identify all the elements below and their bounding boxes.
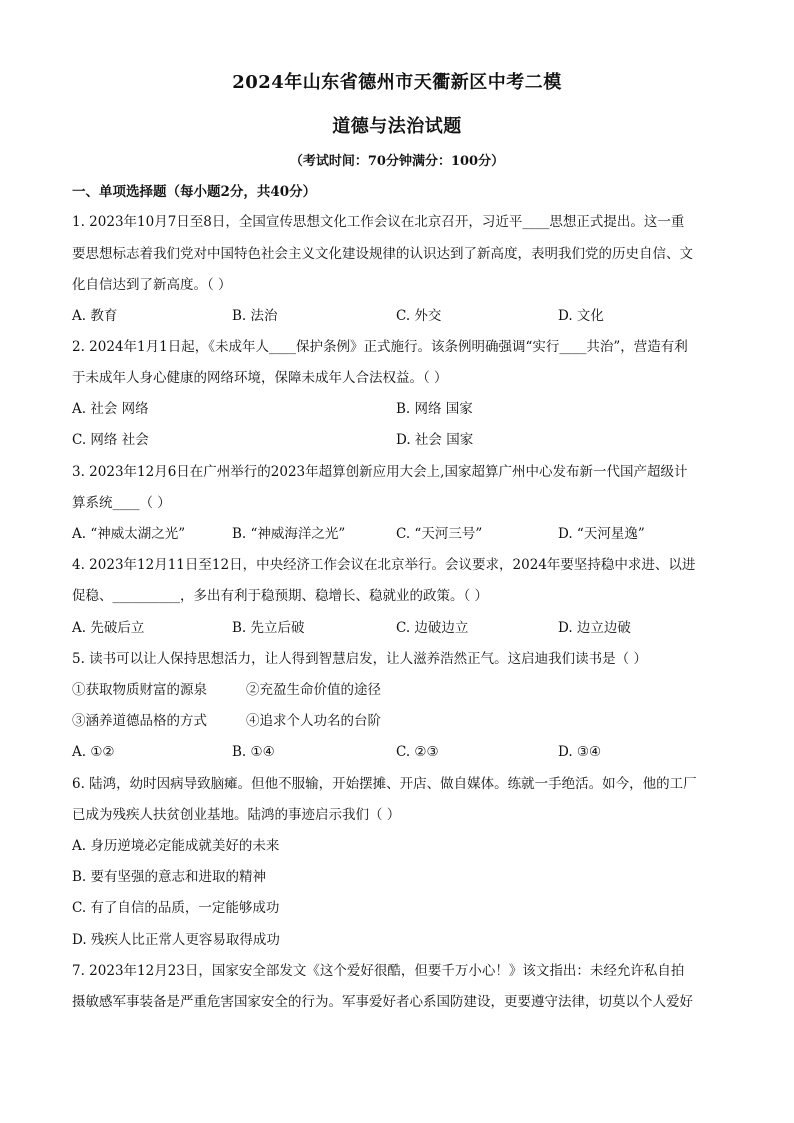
q3-line-2: 算系统____（ ） <box>72 495 171 511</box>
q5-option-a: A. ①② <box>72 744 115 760</box>
q6-option-d: D. 残疾人比正常人更容易取得成功 <box>72 932 280 948</box>
q5-option-d: D. ③④ <box>558 744 602 760</box>
q1-line-2: 要思想标志着我们党对中国特色社会主义文化建设规律的认识达到了新高度，表明我们党的历史自信、文 <box>72 246 693 262</box>
q7-line-2: 摄敏感军事装备是严重危害国家安全的行为。军事爱好者心系国防建设，更要遵守法律，切莫以个人爱好 <box>72 994 693 1010</box>
q1-option-d: D. 文化 <box>558 308 604 324</box>
q1-option-b: B. 法治 <box>232 308 278 324</box>
q2-option-c: C. 网络 社会 <box>72 432 149 448</box>
q2-option-d: D. 社会 国家 <box>396 432 474 448</box>
q5-line-1: 5. 读书可以让人保持思想活力，让人得到智慧启发，让人滋养浩然正气。这启迪我们读书是（ ） <box>72 651 647 667</box>
q6-option-b: B. 要有坚强的意志和进取的精神 <box>72 869 267 885</box>
q2-line-2: 于未成年人身心健康的网络环境，保障未成年人合法权益。（ ） <box>72 370 448 386</box>
q4-option-a: A. 先破后立 <box>72 620 145 636</box>
q6-option-c: C. 有了自信的品质，一定能够成功 <box>72 900 280 916</box>
q7-line-1: 7. 2023年12月23日，国家安全部发文《这个爱好很酷，但要千万小心！》该文指出：未经允许私自拍 <box>72 963 685 979</box>
q4-line-2: 促稳、__________，多出有利于稳预期、稳增长、稳就业的政策。（ ） <box>72 588 489 604</box>
q1-line-3: 化自信达到了新高度。（ ） <box>72 277 232 293</box>
exam-info: （考试时间：70分钟满分：100分） <box>289 154 505 169</box>
q1-option-a: A. 教育 <box>72 308 118 324</box>
q2-option-a: A. 社会 网络 <box>72 401 149 417</box>
q3-option-a: A. “神威太湖之光” <box>72 526 186 542</box>
q5-item-4: ④追求个人功名的台阶 <box>246 713 381 729</box>
q3-option-b: B. “神威海洋之光” <box>232 526 346 542</box>
q4-option-d: D. 边立边破 <box>558 620 631 636</box>
q3-option-c: C. “天河三号” <box>396 526 483 542</box>
q3-line-1: 3. 2023年12月6日在广州举行的2023年超算创新应用大会上,国家超算广州中心发布新一代国产超级计 <box>72 464 688 480</box>
q6-option-a: A. 身历逆境必定能成就美好的未来 <box>72 838 280 854</box>
section-heading: 一、单项选择题（每小题2分，共40分） <box>72 184 317 200</box>
q6-line-1: 6. 陆鸿，幼时因病导致脑瘫。但他不服输，开始摆摊、开店、做自媒体。练就一手绝活。如今，他的工厂 <box>72 776 697 792</box>
q2-option-b: B. 网络 国家 <box>396 401 473 417</box>
q4-option-c: C. 边破边立 <box>396 620 469 636</box>
q1-option-c: C. 外交 <box>396 308 442 324</box>
q5-item-1: ①获取物质财富的源泉 <box>72 682 207 698</box>
q5-item-3: ③涵养道德品格的方式 <box>72 713 207 729</box>
q1-line-1: 1. 2023年10月7日至8日，全国宣传思想文化工作会议在北京召开，习近平____思想正式提出。这一重 <box>72 214 685 230</box>
exam-title: 2024年山东省德州市天衢新区中考二模 <box>232 72 562 93</box>
q3-option-d: D. “天河星逸” <box>558 526 645 542</box>
exam-subject: 道德与法治试题 <box>332 116 462 137</box>
q6-line-2: 已成为残疾人扶贫创业基地。陆鸿的事迹启示我们（ ） <box>72 807 401 823</box>
q2-line-1: 2. 2024年1月1日起，《未成年人____保护条例》正式施行。该条例明确强调“实行____共治”，营造有利 <box>72 339 688 355</box>
q5-option-c: C. ②③ <box>396 744 439 760</box>
q4-option-b: B. 先立后破 <box>232 620 305 636</box>
q5-option-b: B. ①④ <box>232 744 275 760</box>
q4-line-1: 4. 2023年12月11日至12日，中央经济工作会议在北京举行。会议要求，2024年要坚持稳中求进、以进 <box>72 557 696 573</box>
q5-item-2: ②充盈生命价值的途径 <box>246 682 381 698</box>
